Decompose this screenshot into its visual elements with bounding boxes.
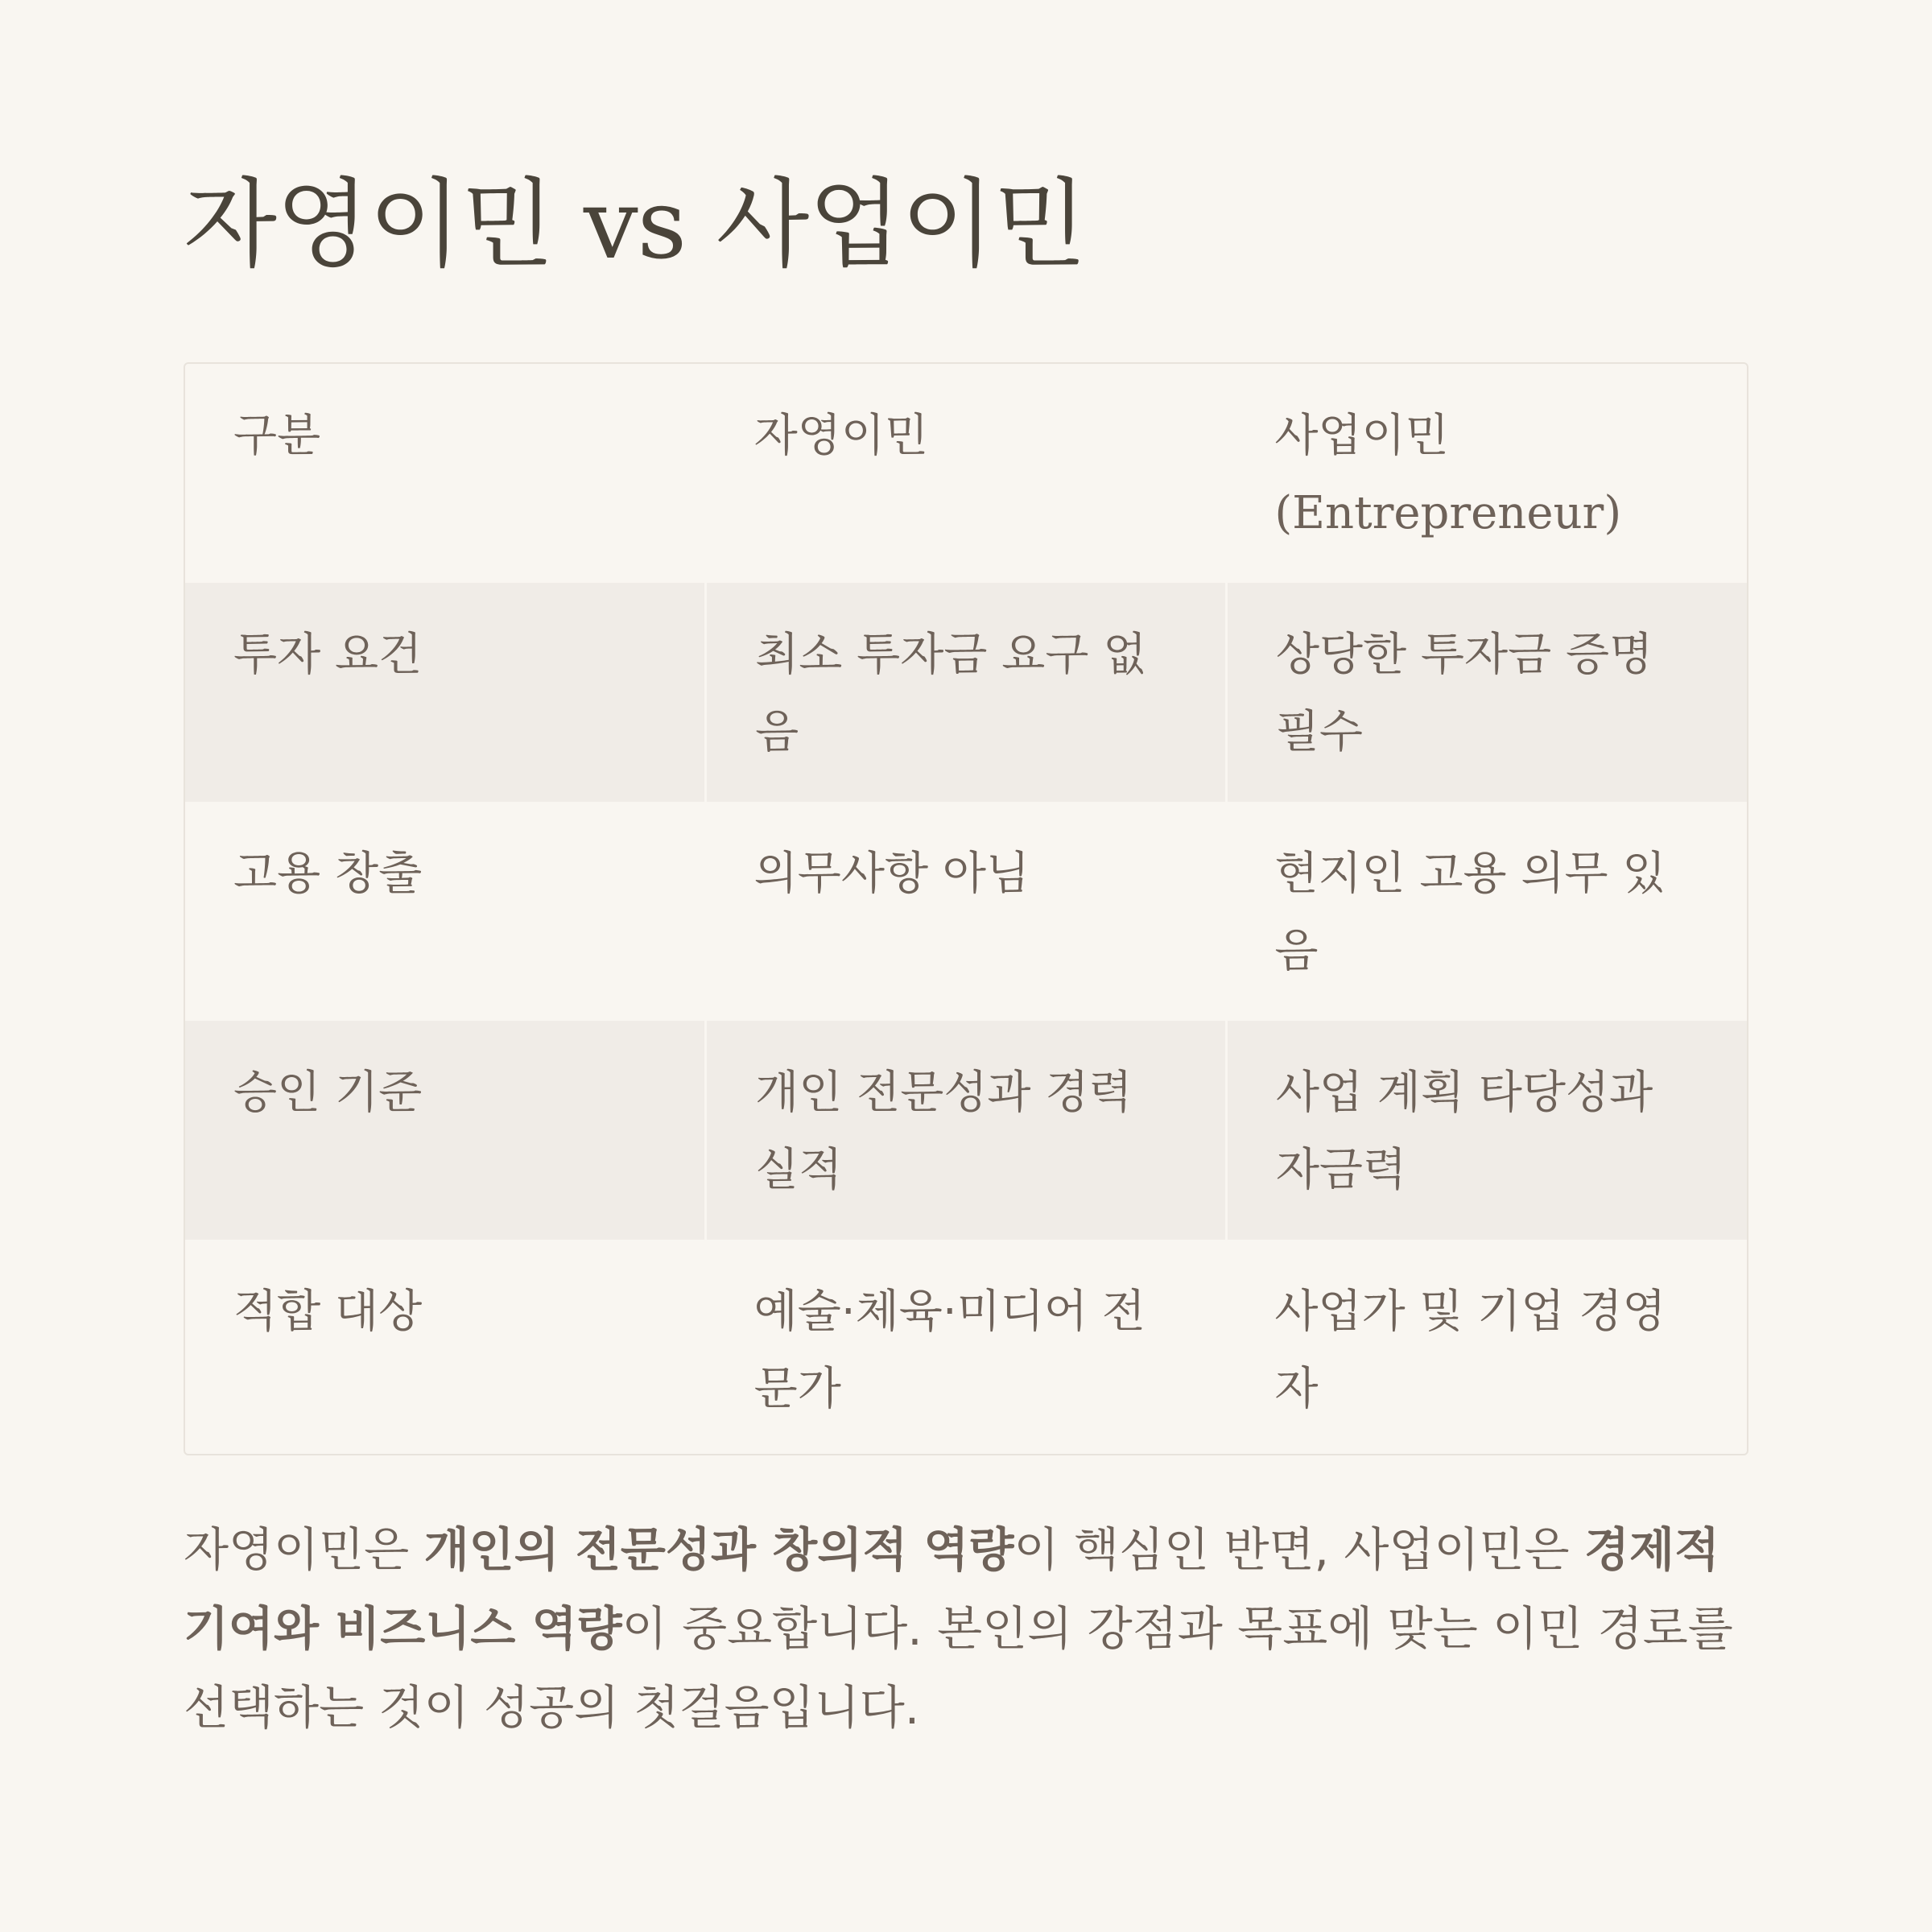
cell-entrepreneur: 사업가 및 기업 경영자 [1274, 1286, 1666, 1415]
cell-self-employed: 개인 전문성과 경력 실적 [706, 1021, 1227, 1240]
row-label: 승인 기준 [185, 1021, 706, 1240]
cell-self-employed: 예술·체육·미디어 전문가 [753, 1286, 1146, 1415]
header-self-employed-label: 자영이민 [753, 410, 929, 462]
header-category [185, 364, 706, 583]
comparison-table-container [184, 362, 1748, 1455]
summary-text: 이 중요합니다. 본인의 강점과 목표에 맞는 이민 경로를 선택하는 것이 성공의 첫걸음입니다. [184, 1601, 1733, 1735]
header-self-employed [706, 364, 1227, 583]
summary-highlight: 개인의 전문성과 창의적 역량 [423, 1522, 1014, 1577]
table-header-row [185, 364, 1747, 583]
table-row [185, 1021, 1747, 1240]
page-title: 자영이민 vs 사업이민 [184, 169, 1087, 281]
row-label: 투자 요건 [185, 583, 706, 802]
summary-text: 자영이민은 [184, 1522, 424, 1577]
header-entrepreneur-label: 사업이민 [1274, 410, 1449, 462]
row-label: 적합 대상 [233, 1286, 423, 1338]
header-entrepreneur [1226, 364, 1747, 583]
table-row [185, 583, 1747, 802]
comparison-table [185, 364, 1747, 1455]
row-label: 고용 창출 [233, 848, 423, 900]
header-entrepreneur-sublabel: (Entrepreneur) [1274, 487, 1622, 539]
table-row [185, 1240, 1747, 1455]
cell-entrepreneur: 사업 계획 타당성과 자금력 [1226, 1021, 1747, 1240]
cell-entrepreneur: 현지인 고용 의무 있음 [1274, 848, 1666, 977]
cell-self-employed: 의무사항 아님 [753, 848, 1030, 900]
table-row [185, 802, 1747, 1021]
cell-self-employed: 최소 투자금 요구 없음 [706, 583, 1227, 802]
summary-text: 이 핵심인 반면, 사업이민은 [1013, 1522, 1584, 1577]
summary-highlight: 경제적 기여와 비즈니스 역량 [184, 1522, 1720, 1656]
cell-entrepreneur: 상당한 투자금 증명 필수 [1226, 583, 1747, 802]
header-category-label: 구분 [233, 410, 321, 462]
summary-paragraph [184, 1510, 1761, 1747]
